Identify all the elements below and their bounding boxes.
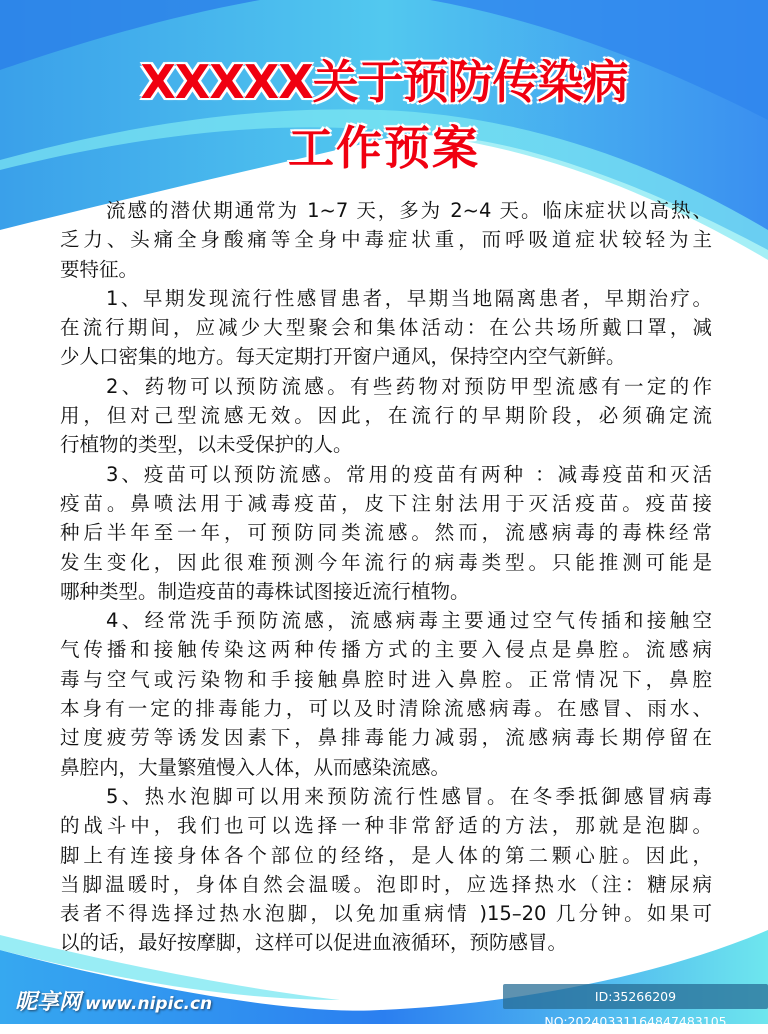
text-line: 本身有一定的排毒能力，可以及时清除流感病毒。在感冒、雨水、: [60, 697, 712, 721]
text-line: 2、药物可以预防流感。有些药物对预防甲型流感有一定的作: [106, 374, 712, 398]
text-line: 5、热水泡脚可以用来预防流行性感冒。在冬季抵御感冒病毒: [106, 784, 712, 808]
body-text: [60, 196, 712, 958]
text-line: 脚上有连接身体各个部位的经络，是人体的第二颗心脏。因此，: [60, 843, 712, 867]
text-line: 4、经常洗手预防流感，流感病毒主要通过空气传插和接触空: [106, 609, 712, 633]
text-line: 乏力、头痛全身酸痛等全身中毒症状重，而呼吸道症状较轻为主: [60, 228, 712, 252]
text-line: 哪种类型。制造疫苗的毒株试图接近流行植物。: [60, 579, 470, 603]
brand-name: 昵享网: [15, 990, 82, 1015]
paragraph: [60, 606, 712, 782]
text-line: 种后半年至一年，可预防同类流感。然而，流感病毒的毒株经常: [60, 521, 712, 545]
text-line: 用，但对己型流感无效。因此，在流行的早期阶段，必须确定流: [60, 404, 712, 428]
text-line: 行植物的类型，以未受保护的人。: [60, 433, 353, 457]
paragraph: [60, 372, 712, 460]
watermark-id: ID:35266209 NO:20240331164847483105: [503, 984, 768, 1009]
text-line: 过度疲劳等诱发因素下，鼻排毒能力减弱，流感病毒长期停留在: [60, 726, 712, 750]
text-line: 要特征。: [60, 257, 139, 281]
text-line: 鼻腔内，大量繁殖慢入人体，从而感染流感。: [60, 755, 451, 779]
text-line: 3、疫苗可以预防流感。常用的疫苗有两种 ：减毒疫苗和灭活: [106, 462, 712, 486]
text-line: 的战斗中，我们也可以选择一种非常舒适的方法，那就是泡脚。: [60, 814, 712, 838]
text-line: 在流行期间，应减少大型聚会和集体活动：在公共场所戴口罩，减: [60, 316, 712, 340]
brand-url: www.nipic.cn: [85, 994, 213, 1014]
text-line: 气传播和接触传染这两种传播方式的主要入侵点是鼻腔。流感病: [60, 638, 712, 662]
paragraph: [60, 460, 712, 606]
text-line: 毒与空气或污染物和手接触鼻腔时进入鼻腔。正常情况下，鼻腔: [60, 667, 712, 691]
paragraph: [60, 284, 712, 372]
watermark-brand: [15, 985, 212, 1016]
text-line: 疫苗。鼻喷法用于减毒疫苗，皮下注射法用于灭活疫苗。疫苗接: [60, 491, 712, 515]
text-line: 以的话，最好按摩脚，这样可以促进血液循环，预防感冒。: [60, 931, 568, 955]
text-line: 表者不得选择过热水泡脚，以免加重病情 )15–20 几分钟。如果可: [60, 902, 712, 926]
text-line: 少人口密集的地方。每天定期打开窗户通风，保持空内空气新鲜。: [60, 345, 626, 369]
title-line-1: XXXXX关于预防传染病: [140, 55, 628, 109]
text-line: 流感的潜伏期通常为 1~7 天，多为 2~4 天。临床症状以高热、: [106, 199, 712, 222]
text-line: 发生变化，因此很难预测今年流行的病毒类型。只能推测可能是: [60, 550, 712, 574]
text-line: 1、早期发现流行性感冒患者，早期当地隔离患者，早期治疗。: [106, 286, 712, 310]
paragraph: [60, 196, 712, 284]
paragraph: [60, 782, 712, 958]
title-line-2: 工作预案: [288, 121, 480, 175]
text-line: 当脚温暖时，身体自然会温暖。泡即时，应选择热水（注：糖尿病: [60, 872, 712, 896]
